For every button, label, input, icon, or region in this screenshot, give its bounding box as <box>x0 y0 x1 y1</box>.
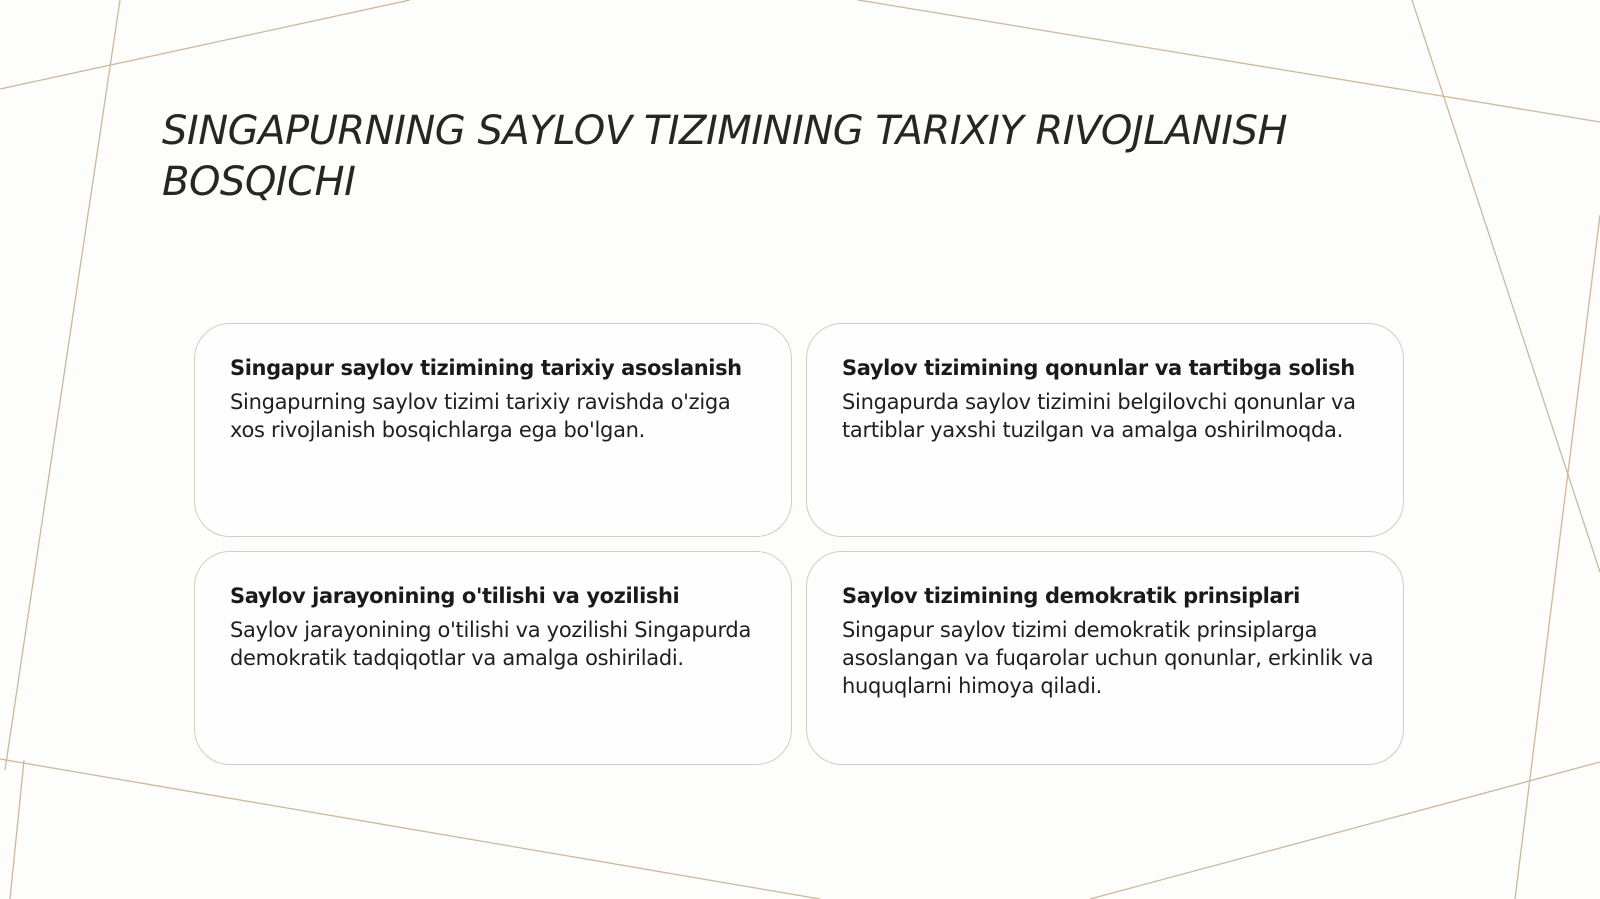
card-title: Saylov jarayonining o'tilishi va yozilishi <box>230 584 680 608</box>
bg-line <box>0 759 820 899</box>
bg-line <box>0 0 410 89</box>
slide-title-line2: BOSQICHI <box>162 159 356 205</box>
card-text: Saylov jarayonining o'tilishi va yozilishi Singapurda demokratik tadqiqotlar va amalga oshiriladi. <box>230 618 752 670</box>
card-title: Singapur saylov tizimining tarixiy asoslanish <box>230 356 742 380</box>
card-historical-basis <box>194 323 792 537</box>
slide-title-line1: SINGAPURNING SAYLOV TIZIMINING TARIXIY RIVOJLANISH <box>162 108 1288 154</box>
card-title: Saylov tizimining demokratik prinsiplari <box>842 584 1300 608</box>
bg-line <box>1515 215 1600 899</box>
slide-title <box>162 106 1462 208</box>
bg-line <box>5 0 120 770</box>
card-text: Singapurning saylov tizimi tarixiy ravishda o'ziga xos rivojlanish bosqichlarga ega bo'lgan. <box>230 390 731 442</box>
bg-line <box>858 0 1600 122</box>
card-election-process <box>194 551 792 765</box>
card-laws-regulation <box>806 323 1404 537</box>
bg-line <box>10 760 24 899</box>
card-text: Singapur saylov tizimi demokratik prinsiplarga asoslangan va fuqarolar uchun qonunlar, erkinlik va huquqlarni himoya qiladi. <box>842 618 1374 698</box>
bg-line <box>1412 0 1600 572</box>
card-title: Saylov tizimining qonunlar va tartibga solish <box>842 356 1355 380</box>
card-text: Singapurda saylov tizimini belgilovchi qonunlar va tartiblar yaxshi tuzilgan va amalga oshirilmoqda. <box>842 390 1356 442</box>
card-democratic-principles <box>806 551 1404 765</box>
